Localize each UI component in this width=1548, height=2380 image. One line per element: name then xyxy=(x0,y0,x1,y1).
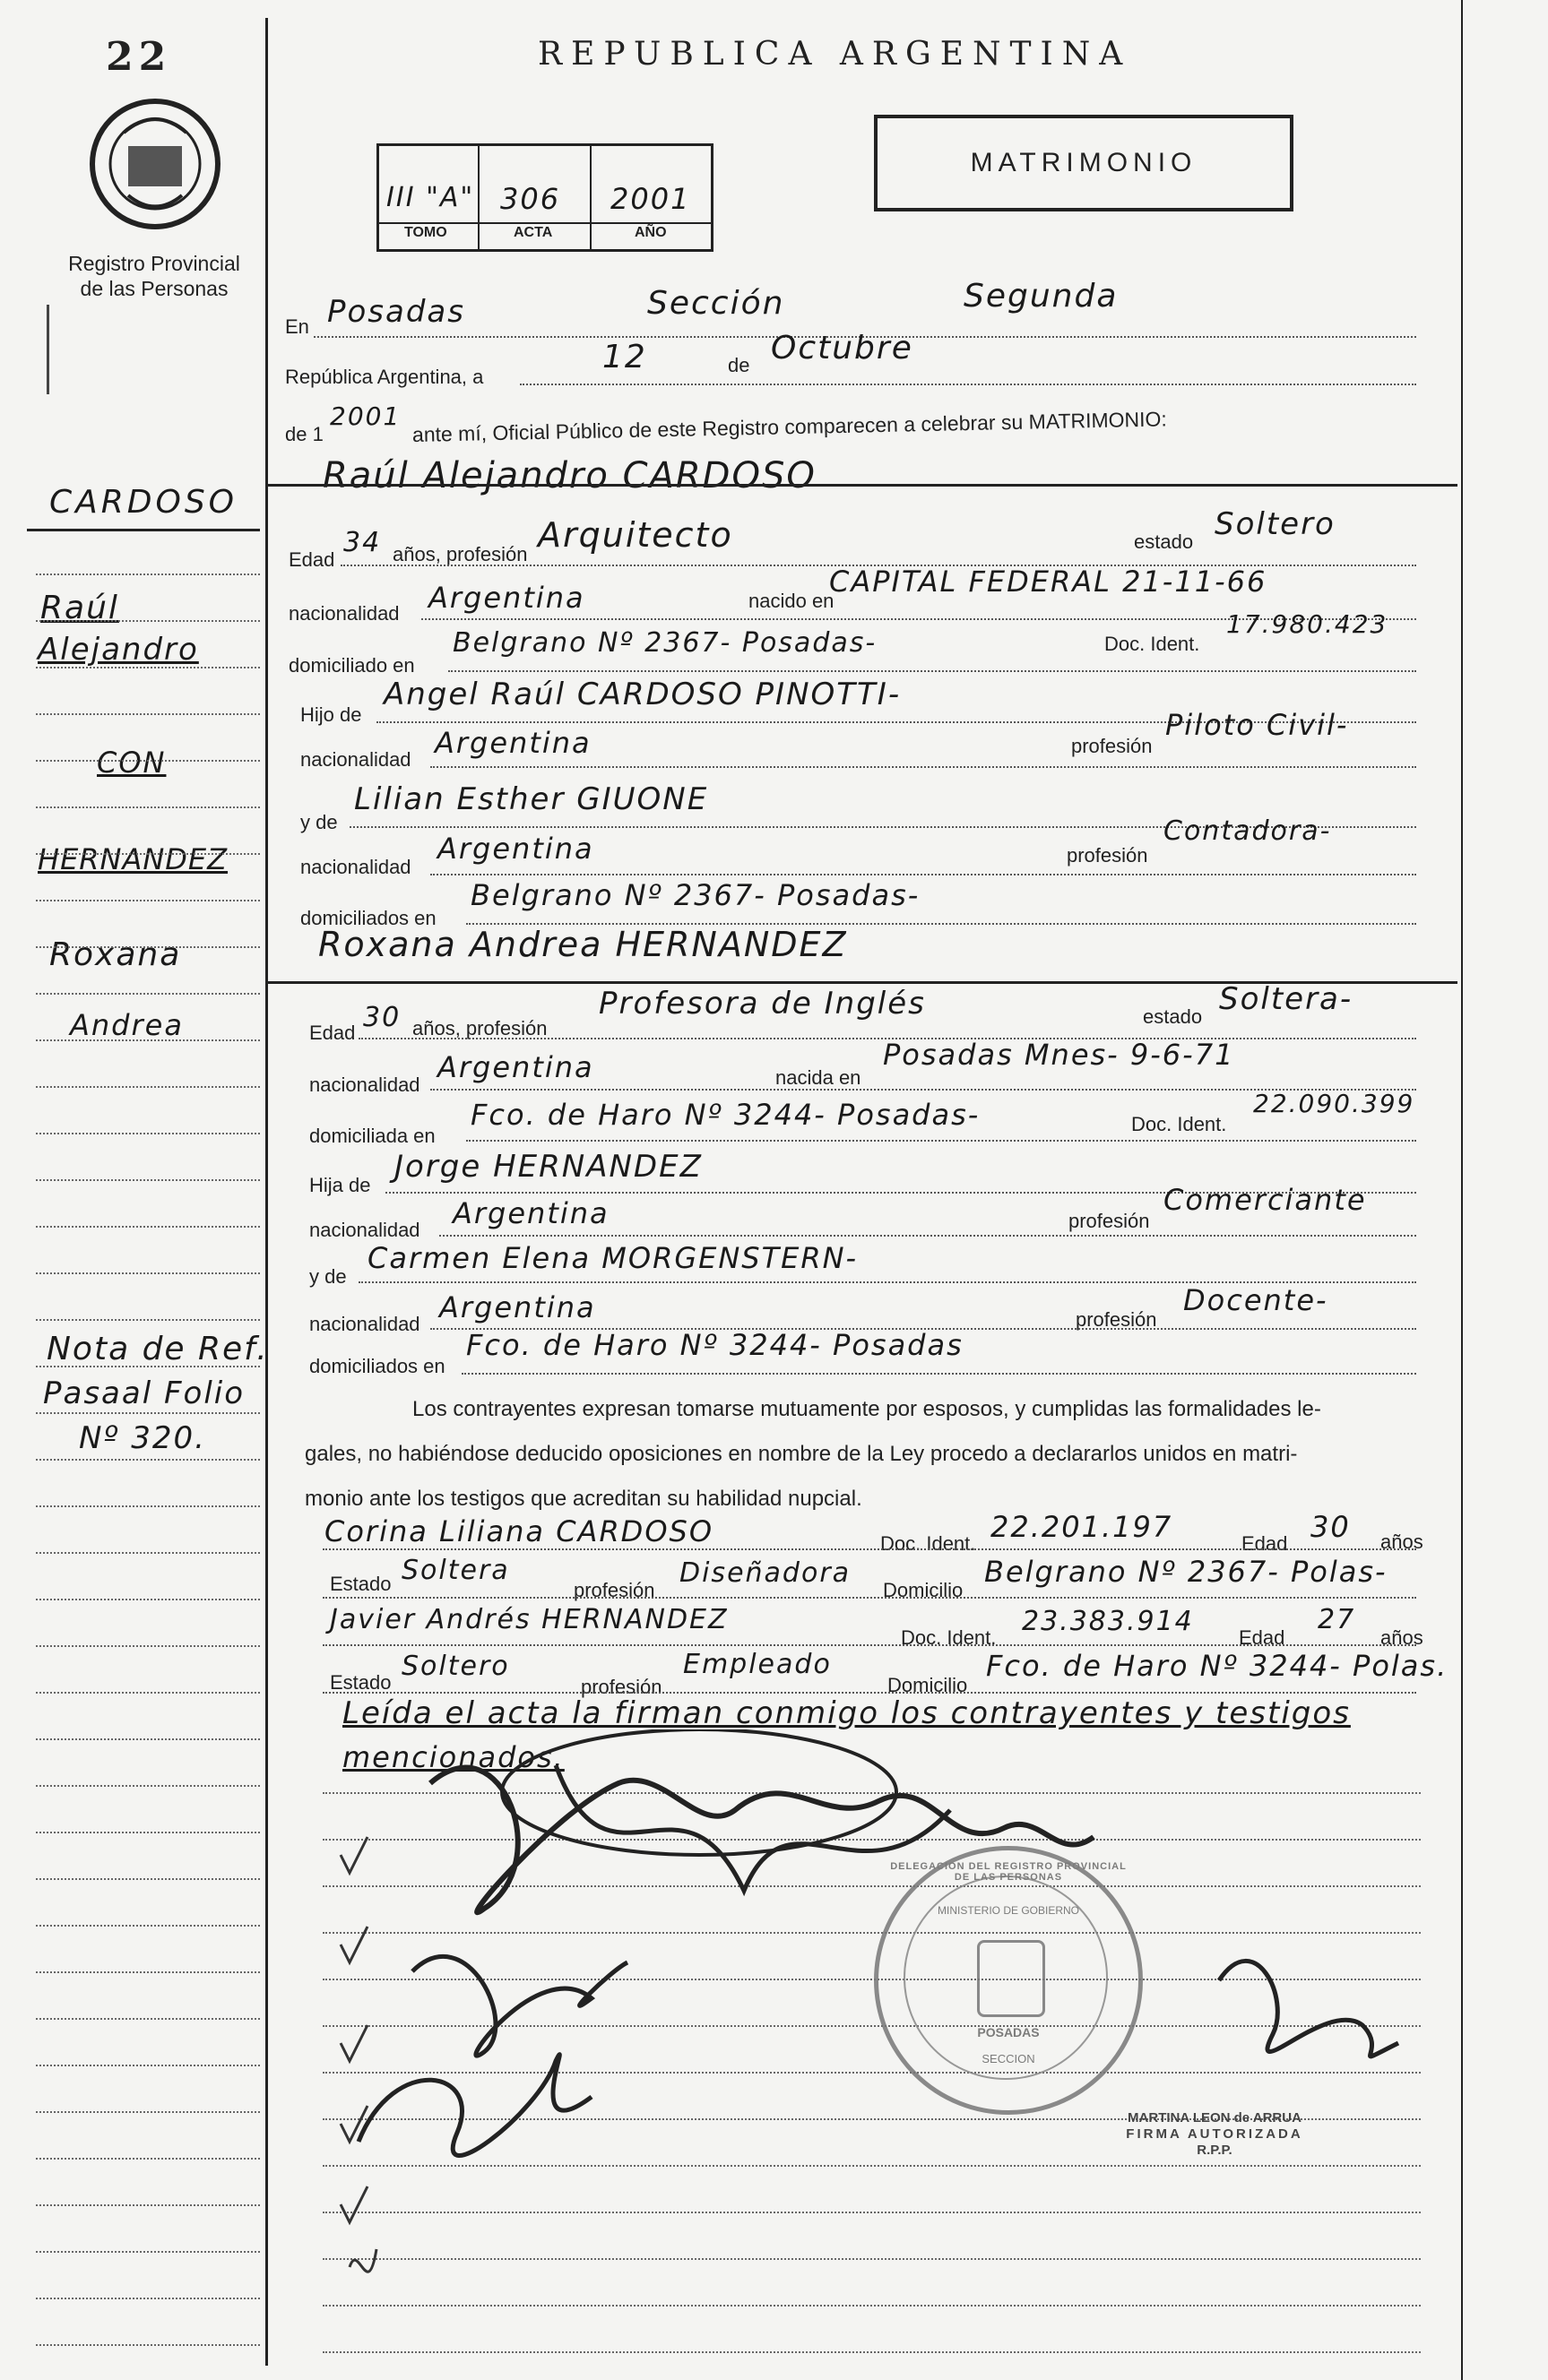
margin-rule xyxy=(36,1319,260,1321)
witness2-estado-label: Estado xyxy=(330,1671,392,1694)
bride-estado-label: estado xyxy=(1143,1005,1203,1028)
ano-label: AÑO xyxy=(635,225,667,240)
bride-edad: 30 xyxy=(363,1002,402,1033)
margin-rule xyxy=(36,573,260,575)
groom-profesion: Arquitecto xyxy=(538,515,733,555)
witness1-estado: Soltera xyxy=(402,1555,510,1586)
bride-father: Jorge HERNANDEZ xyxy=(394,1149,703,1185)
document-type: MATRIMONIO xyxy=(970,148,1198,177)
margin-rule xyxy=(36,1971,260,1973)
margin-con: CON xyxy=(97,746,167,780)
witness1-dom-label: Domicilio xyxy=(883,1579,964,1601)
margin-rule xyxy=(36,620,260,622)
bride-mother: Carmen Elena MORGENSTERN- xyxy=(368,1241,859,1275)
authorized-stamp-l2: FIRMA AUTORIZADA xyxy=(1126,2126,1303,2142)
bride-mother-prof: Docente- xyxy=(1183,1283,1328,1317)
margin-surname1: CARDOSO xyxy=(49,484,238,521)
closing-line1: Leída el acta la firman conmigo los contrayentes y testigos xyxy=(342,1695,1351,1731)
bride-father-nac: Argentina xyxy=(453,1196,610,1230)
groom-anos-prof-label: años, profesión xyxy=(393,543,528,565)
en-label: En xyxy=(285,315,309,338)
margin-rule xyxy=(36,713,260,715)
acta-value: 306 xyxy=(500,182,561,216)
header-statement: ante mí, Oficial Público de este Registro comparecen a celebrar su MATRIMONIO: xyxy=(411,407,1168,446)
margin-rule xyxy=(36,1133,260,1134)
margin-rule xyxy=(36,1226,260,1228)
witness1-prof-label: profesión xyxy=(574,1579,655,1601)
groom-name: Raúl Alejandro CARDOSO xyxy=(323,455,817,496)
seccion-name: Segunda xyxy=(964,278,1119,315)
legal-line1: Los contrayentes expresan tomarse mutuamente por esposos, y cumplidas las formalidades le- xyxy=(412,1397,1321,1421)
page-number: 22 xyxy=(106,34,172,80)
bride-nac-label: nacionalidad xyxy=(309,1074,420,1096)
witness2-doc: 23.383.914 xyxy=(1022,1606,1194,1637)
witness1-edad: 30 xyxy=(1310,1510,1351,1544)
witness1-edad-label: Edad xyxy=(1241,1532,1288,1555)
official-round-stamp xyxy=(874,1846,1143,2115)
registry-label xyxy=(47,251,262,301)
legal-text xyxy=(305,1387,1425,1522)
witness1-anos: años xyxy=(1380,1531,1423,1553)
margin-rule xyxy=(36,1412,260,1414)
city: Posadas xyxy=(327,294,465,330)
margin-rule xyxy=(36,1552,260,1554)
margin-rule xyxy=(36,1645,260,1647)
margin-rule xyxy=(36,2344,260,2346)
stamp-center-text: POSADAS xyxy=(977,2025,1040,2039)
margin-rule xyxy=(36,1459,260,1461)
witness1-name: Corina Liliana CARDOSO xyxy=(324,1514,713,1548)
year-prefix: de 1 xyxy=(285,423,324,445)
body-rule xyxy=(323,2351,1421,2353)
year-hand: 2001 xyxy=(330,401,402,431)
bride-mother-prof-label: profesión xyxy=(1076,1308,1157,1331)
registry-line1: Registro Provincial xyxy=(68,252,240,275)
witness1-profesion: Diseñadora xyxy=(679,1557,852,1589)
margin-rule xyxy=(36,760,260,762)
groom-mother: Lilian Esther GIUONE xyxy=(354,781,709,817)
groom-mother-nac-label: nacionalidad xyxy=(300,856,411,878)
bride-doms-label: domiciliados en xyxy=(309,1355,445,1377)
bride-name: Roxana Andrea HERNANDEZ xyxy=(318,925,848,964)
record-table xyxy=(376,143,713,252)
registry-line2: de las Personas xyxy=(80,277,229,300)
witness1-doc-label: Doc. Ident. xyxy=(880,1532,976,1555)
witness2-profesion: Empleado xyxy=(683,1649,832,1680)
bride-yde-label: y de xyxy=(309,1265,347,1288)
authorized-stamp xyxy=(1067,2110,1362,2159)
groom-doms-label: domiciliados en xyxy=(300,907,437,929)
groom-mother-prof: Contadora- xyxy=(1163,815,1332,847)
margin-rule xyxy=(36,993,260,995)
groom-father-prof-label: profesión xyxy=(1071,735,1153,757)
margin-rule xyxy=(36,900,260,901)
margin-rule xyxy=(36,1832,260,1833)
ano-value: 2001 xyxy=(610,182,691,216)
bride-nacionalidad: Argentina xyxy=(437,1050,594,1084)
groom-edad: 34 xyxy=(343,527,382,558)
body-rule xyxy=(323,2305,1421,2307)
groom-hijo-label: Hijo de xyxy=(300,703,362,726)
legal-line3: monio ante los testigos que acreditan su habilidad nupcial. xyxy=(305,1487,862,1511)
groom-nac-label: nacionalidad xyxy=(289,602,400,625)
margin-rule xyxy=(36,1505,260,1507)
margin-rule xyxy=(36,806,260,808)
witness2-doc-label: Doc. Ident. xyxy=(901,1626,997,1649)
margin-rule xyxy=(36,1179,260,1181)
margin-rule xyxy=(36,1039,260,1041)
bride-nacida-label: nacida en xyxy=(775,1066,861,1089)
margin-rule xyxy=(36,1925,260,1927)
margin-rule xyxy=(36,853,260,855)
margin-divider xyxy=(265,18,268,2366)
groom-nacionalidad: Argentina xyxy=(428,581,585,615)
margin-rule xyxy=(36,2204,260,2206)
groom-estado-label: estado xyxy=(1134,530,1194,553)
margin-rule xyxy=(36,946,260,948)
groom-father: Angel Raúl CARDOSO PINOTTI- xyxy=(384,677,902,712)
margin-rule xyxy=(36,1599,260,1600)
groom-estado: Soltero xyxy=(1215,506,1336,542)
groom-mother-nac: Argentina xyxy=(437,832,594,866)
right-border xyxy=(1461,0,1463,2380)
de-label: de xyxy=(728,354,750,376)
groom-father-nac-label: nacionalidad xyxy=(300,748,411,771)
margin-surname2: HERNANDEZ xyxy=(38,842,229,876)
groom-mother-prof-label: profesión xyxy=(1067,844,1148,867)
margin-rule xyxy=(36,1086,260,1088)
authorized-stamp-l1: MARTINA LEON de ARRUA xyxy=(1128,2110,1302,2126)
bride-mother-nac-label: nacionalidad xyxy=(309,1313,420,1335)
bride-doc-label: Doc. Ident. xyxy=(1131,1113,1227,1135)
margin-rule xyxy=(36,2065,260,2066)
stamp-emblem xyxy=(977,1940,1045,2017)
bride-profesion: Profesora de Inglés xyxy=(599,986,926,1022)
witness1-domicilio: Belgrano Nº 2367- Polas- xyxy=(984,1555,1388,1589)
margin-note3: Nº 320. xyxy=(79,1420,206,1456)
witness2-dom-label: Domicilio xyxy=(887,1674,968,1696)
bride-hija-label: Hija de xyxy=(309,1174,371,1196)
margin-rule xyxy=(36,1272,260,1274)
bride-father-prof: Comerciante xyxy=(1163,1183,1367,1217)
stamp-bottom-text: SECCION xyxy=(982,2052,1035,2065)
tomo-label: TOMO xyxy=(404,225,447,240)
margin-rule xyxy=(36,667,260,668)
margin-rule xyxy=(36,1366,260,1367)
witness1-estado-label: Estado xyxy=(330,1573,392,1595)
witness2-edad-label: Edad xyxy=(1239,1626,1285,1649)
groom-parents-dom: Belgrano Nº 2367- Posadas- xyxy=(471,878,921,912)
groom-father-nac: Argentina xyxy=(435,726,592,760)
margin-rule xyxy=(36,1785,260,1787)
margin-note2: Pasaal Folio xyxy=(43,1375,246,1411)
margin-given2a: Roxana xyxy=(49,936,182,973)
margin-rule xyxy=(36,2158,260,2160)
groom-domicilio: Belgrano Nº 2367- Posadas- xyxy=(453,627,878,659)
closing-line2: mencionados. xyxy=(342,1740,565,1774)
margin-note1: Nota de Ref. xyxy=(47,1331,269,1367)
margin-rule xyxy=(36,2111,260,2113)
groom-dom-label: domiciliado en xyxy=(289,654,415,677)
margin-given1b: Alejandro xyxy=(38,632,199,668)
bride-edad-label: Edad xyxy=(309,1022,356,1044)
margin-given1a: Raúl xyxy=(40,590,119,626)
bride-parents-dom: Fco. de Haro Nº 3244- Posadas xyxy=(466,1328,964,1362)
witness2-estado: Soltero xyxy=(402,1651,510,1682)
month: Octubre xyxy=(771,330,913,366)
groom-yde-label: y de xyxy=(300,811,338,833)
margin-rule xyxy=(36,2251,260,2253)
bride-doc: 22.090.399 xyxy=(1253,1089,1415,1118)
stamp-ring-text: DELEGACION DEL REGISTRO PROVINCIAL DE LAS PERSONAS xyxy=(890,1861,1127,1883)
groom-nacido: CAPITAL FEDERAL 21-11-66 xyxy=(829,565,1267,599)
bride-nacida: Posadas Mnes- 9-6-71 xyxy=(883,1038,1235,1072)
bride-domicilio: Fco. de Haro Nº 3244- Posadas- xyxy=(471,1098,981,1132)
day: 12 xyxy=(602,339,647,375)
margin-rule xyxy=(36,1738,260,1740)
witness1-doc: 22.201.197 xyxy=(990,1510,1173,1544)
bride-father-prof-label: profesión xyxy=(1068,1210,1150,1232)
margin-bracket xyxy=(47,305,49,394)
tomo-value: III "A" xyxy=(386,182,475,213)
margin-rule xyxy=(36,2018,260,2020)
bride-anos-prof-label: años, profesión xyxy=(412,1017,548,1039)
republica-label: República Argentina, a xyxy=(285,366,484,388)
stamp-inner-text: MINISTERIO DE GOBIERNO xyxy=(937,1904,1079,1917)
bride-mother-nac: Argentina xyxy=(439,1290,596,1324)
provincial-seal xyxy=(88,97,222,231)
seccion: Sección xyxy=(647,285,785,322)
country-title: REPUBLICA ARGENTINA xyxy=(538,36,1132,73)
groom-edad-label: Edad xyxy=(289,548,335,571)
acta-label: ACTA xyxy=(514,225,553,240)
margin-rule xyxy=(36,1878,260,1880)
bride-father-nac-label: nacionalidad xyxy=(309,1219,420,1241)
margin-rule xyxy=(36,2298,260,2299)
groom-father-prof: Piloto Civil- xyxy=(1165,708,1349,742)
witness2-anos: años xyxy=(1380,1626,1423,1649)
groom-doc: 17.980.423 xyxy=(1226,609,1388,639)
witness2-name: Javier Andrés HERNANDEZ xyxy=(330,1604,729,1635)
bride-doma-label: domiciliada en xyxy=(309,1125,436,1147)
margin-rule xyxy=(36,1692,260,1694)
authorized-stamp-l3: R.P.P. xyxy=(1197,2143,1232,2158)
witness2-domicilio: Fco. de Haro Nº 3244- Polas. xyxy=(986,1649,1449,1683)
witness2-edad: 27 xyxy=(1318,1604,1356,1635)
groom-nacido-label: nacido en xyxy=(748,590,835,612)
groom-doc-label: Doc. Ident. xyxy=(1104,633,1200,655)
bride-estado: Soltera- xyxy=(1219,981,1353,1017)
margin-given2b: Andrea xyxy=(70,1008,184,1042)
document-type-box xyxy=(874,115,1293,211)
legal-line2: gales, no habiéndose deducido oposiciones en nombre de la Ley procedo a declararlos unidos en matri- xyxy=(305,1442,1298,1466)
witness2-prof-label: profesión xyxy=(581,1676,662,1698)
